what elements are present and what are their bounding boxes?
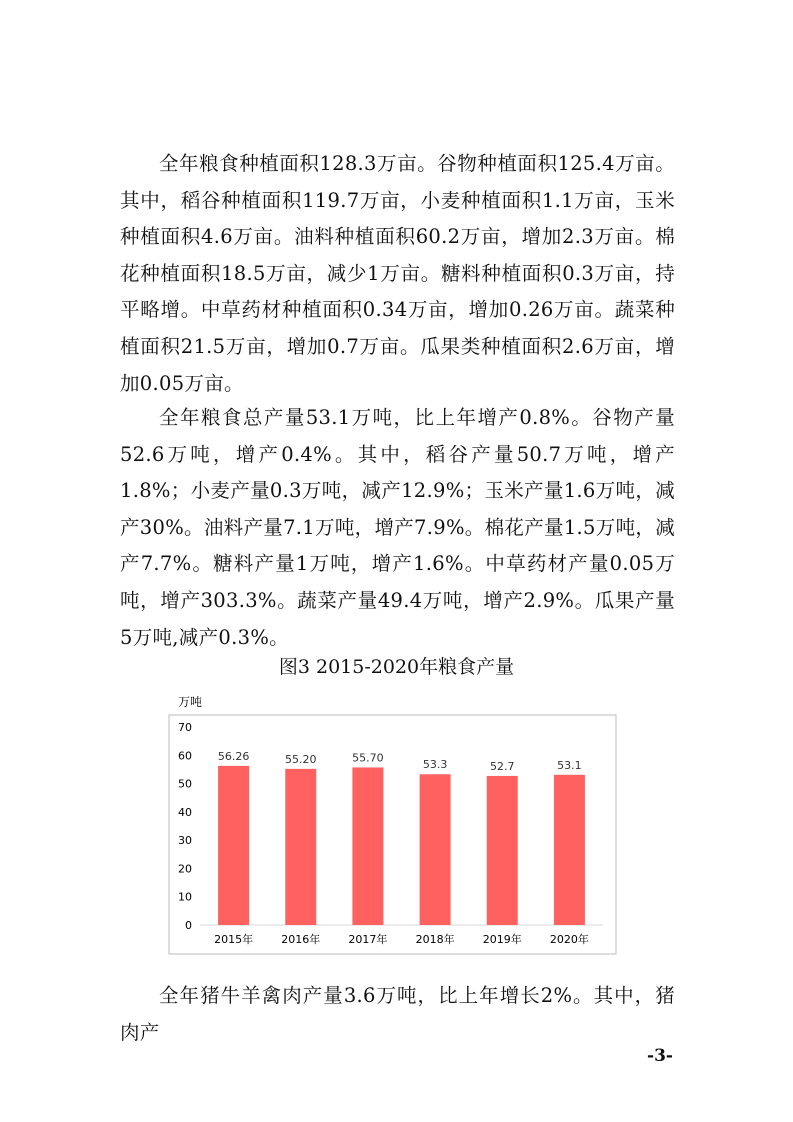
bar <box>352 767 383 925</box>
bar <box>554 775 585 925</box>
y-tick-label: 20 <box>178 862 192 876</box>
paragraph-planting-area: 全年粮食种植面积128.3万亩。谷物种植面积125.4万亩。其中，稻谷种植面积119.7万亩，小麦种植面积1.1万亩，玉米种植面积4.6万亩。油料种植面积60.2万亩，增加2.3万亩。棉花种植面积18.5万亩，减少1万亩。糖料种植面积0.3万亩，持平略增。中草药材种植面积0.34万亩，增加0.26万亩。蔬菜种植面积21.5万亩，增加0.7万亩。瓜果类种植面积2.6万亩，增加0.05万亩。 <box>120 152 675 395</box>
page-number: -3- <box>647 1046 673 1066</box>
bar-value-label: 52.7 <box>490 759 515 773</box>
y-tick-label: 60 <box>178 749 192 763</box>
x-tick-label: 2017年 <box>348 933 388 946</box>
bar-value-label: 53.1 <box>557 758 582 772</box>
x-tick-label: 2020年 <box>549 933 589 946</box>
bar <box>285 769 316 925</box>
x-tick-label: 2015年 <box>214 933 254 946</box>
value-labels <box>218 750 582 773</box>
paragraph-grain-output: 全年粮食总产量53.1万吨，比上年增产0.8%。谷物产量52.6万吨，增产0.4%。其中，稻谷产量50.7万吨，增产1.8%；小麦产量0.3万吨，减产12.9%；玉米产量1.6万吨，减产30%。油料产量7.1万吨，增产7.9%。棉花产量1.5万吨，减产7.7%。糖料产量1万吨，增产1.6%。中草药材产量0.05万吨，增产303.3%。蔬菜产量49.4万吨，增产2.9%。瓜果产量5万吨,减产0.3%。 <box>120 406 675 649</box>
bar <box>218 766 249 925</box>
y-axis-unit-label: 万吨 <box>178 695 203 709</box>
bar-value-label: 55.20 <box>285 752 317 766</box>
grain-output-bar-chart <box>168 690 618 955</box>
x-tick-label: 2018年 <box>415 933 455 946</box>
bar-value-label: 53.3 <box>422 758 448 772</box>
bar <box>420 774 451 925</box>
figure-caption: 图3 2015-2020年粮食产量 <box>278 656 515 678</box>
paragraph-meat-output: 全年猪牛羊禽肉产量3.6万吨，比上年增长2%。其中，猪肉产 <box>120 984 675 1044</box>
y-tick-label: 70 <box>178 721 192 734</box>
y-axis-ticks <box>178 721 192 932</box>
bar-value-label: 55.70 <box>352 751 384 765</box>
y-tick-label: 0 <box>185 919 192 932</box>
y-tick-label: 10 <box>178 890 192 904</box>
x-tick-label: 2016年 <box>281 933 321 946</box>
y-tick-label: 50 <box>178 777 192 791</box>
bar <box>487 776 518 925</box>
x-axis-ticks <box>214 932 589 946</box>
y-tick-label: 40 <box>178 805 192 819</box>
y-tick-label: 30 <box>178 834 192 848</box>
bars <box>218 766 585 925</box>
bar-value-label: 56.26 <box>217 749 250 763</box>
x-tick-label: 2019年 <box>482 933 522 946</box>
